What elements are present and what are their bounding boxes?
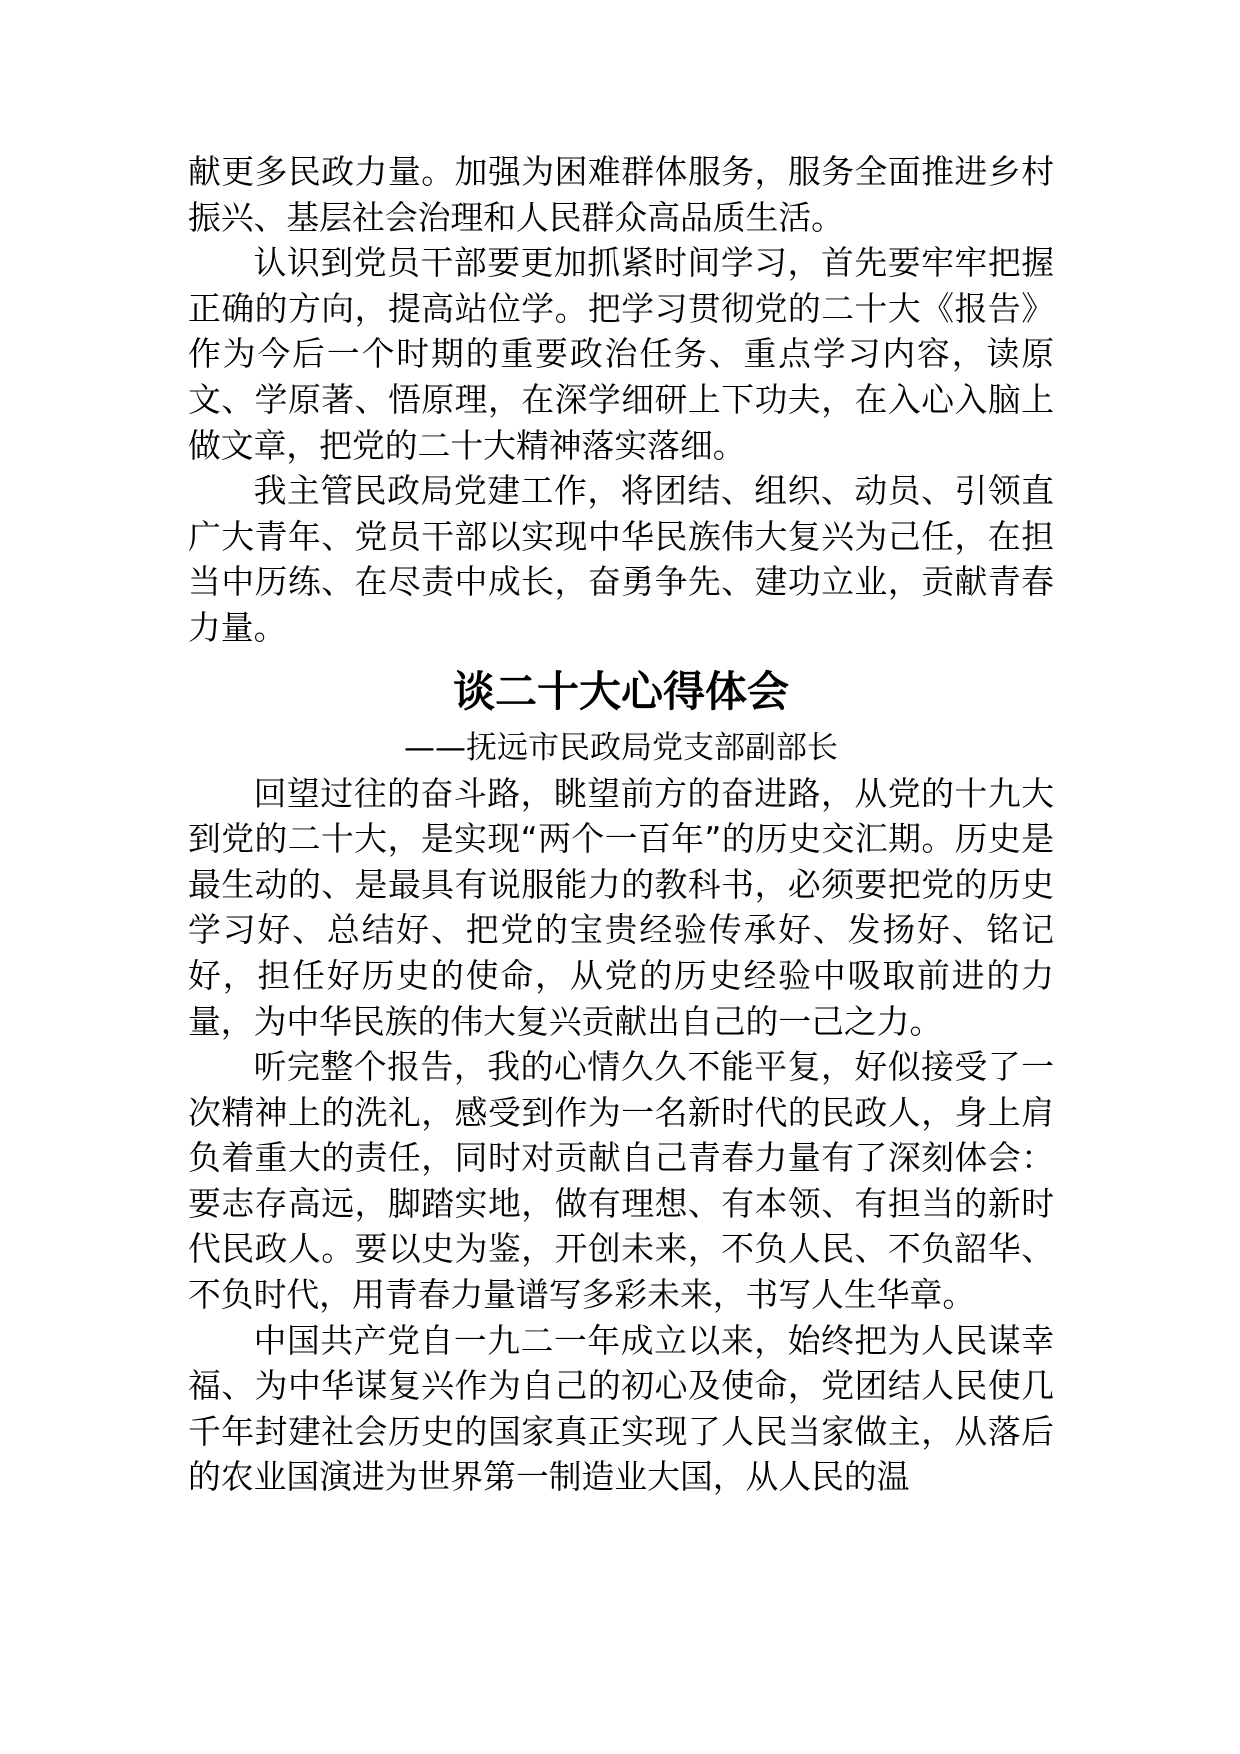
paragraph-report-feelings: 听完整个报告，我的心情久久不能平复，好似接受了一次精神上的洗礼，感受到作为一名新时代的民政人，身上肩负着重大的责任，同时对贡献自己青春力量有了深刻体会：要志存高远，脚踏实地，做有理想、有本领、有担当的新时代民政人。要以史为鉴，开创未来，不负人民、不负韶华、不负时代，用青春力量谱写多彩未来，书写人生华章。 — [188, 1048, 1054, 1315]
paragraph-history: 回望过往的奋斗路，眺望前方的奋进路，从党的十九大到党的二十大，是实现“两个一百年”的历史交汇期。历史是最生动的、是最具有说服能力的教科书，必须要把党的历史学习好、总结好、把党的宝贵经验传承好、发扬好、铭记好，担任好历史的使命，从党的历史经验中吸取前进的力量，为中华民族的伟大复兴贡献出自己的一己之力。 — [188, 774, 1054, 1041]
paragraph-continued: 献更多民政力量。加强为困难群体服务，服务全面推进乡村振兴、基层社会治理和人民群众高品质生活。 — [188, 153, 1054, 237]
article-byline: ——抚远市民政局党支部副部长 — [404, 729, 838, 766]
document-page — [188, 150, 1054, 1501]
paragraph-study: 认识到党员干部要更加抓紧时间学习，首先要牢牢把握正确的方向，提高站位学。把学习贯彻党的二十大《报告》作为今后一个时期的重要政治任务、重点学习内容，读原文、学原著、悟原理，在深学细研上下功夫，在入心入脑上做文章，把党的二十大精神落实落细。 — [188, 244, 1054, 465]
paragraph-party-building: 我主管民政局党建工作，将团结、组织、动员、引领直广大青年、党员干部以实现中华民族伟大复兴为己任，在担当中历练、在尽责中成长，奋勇争先、建功立业，贡献青春力量。 — [188, 472, 1054, 647]
article-title: 谈二十大心得体会 — [452, 666, 789, 716]
paragraph-party-founding: 中国共产党自一九二一年成立以来，始终把为人民谋幸福、为中华谋复兴作为自己的初心及使命，党团结人民使几千年封建社会历史的国家真正实现了人民当家做主，从落后的农业国演进为世界第一制造业大国，从人民的温 — [188, 1321, 1054, 1497]
